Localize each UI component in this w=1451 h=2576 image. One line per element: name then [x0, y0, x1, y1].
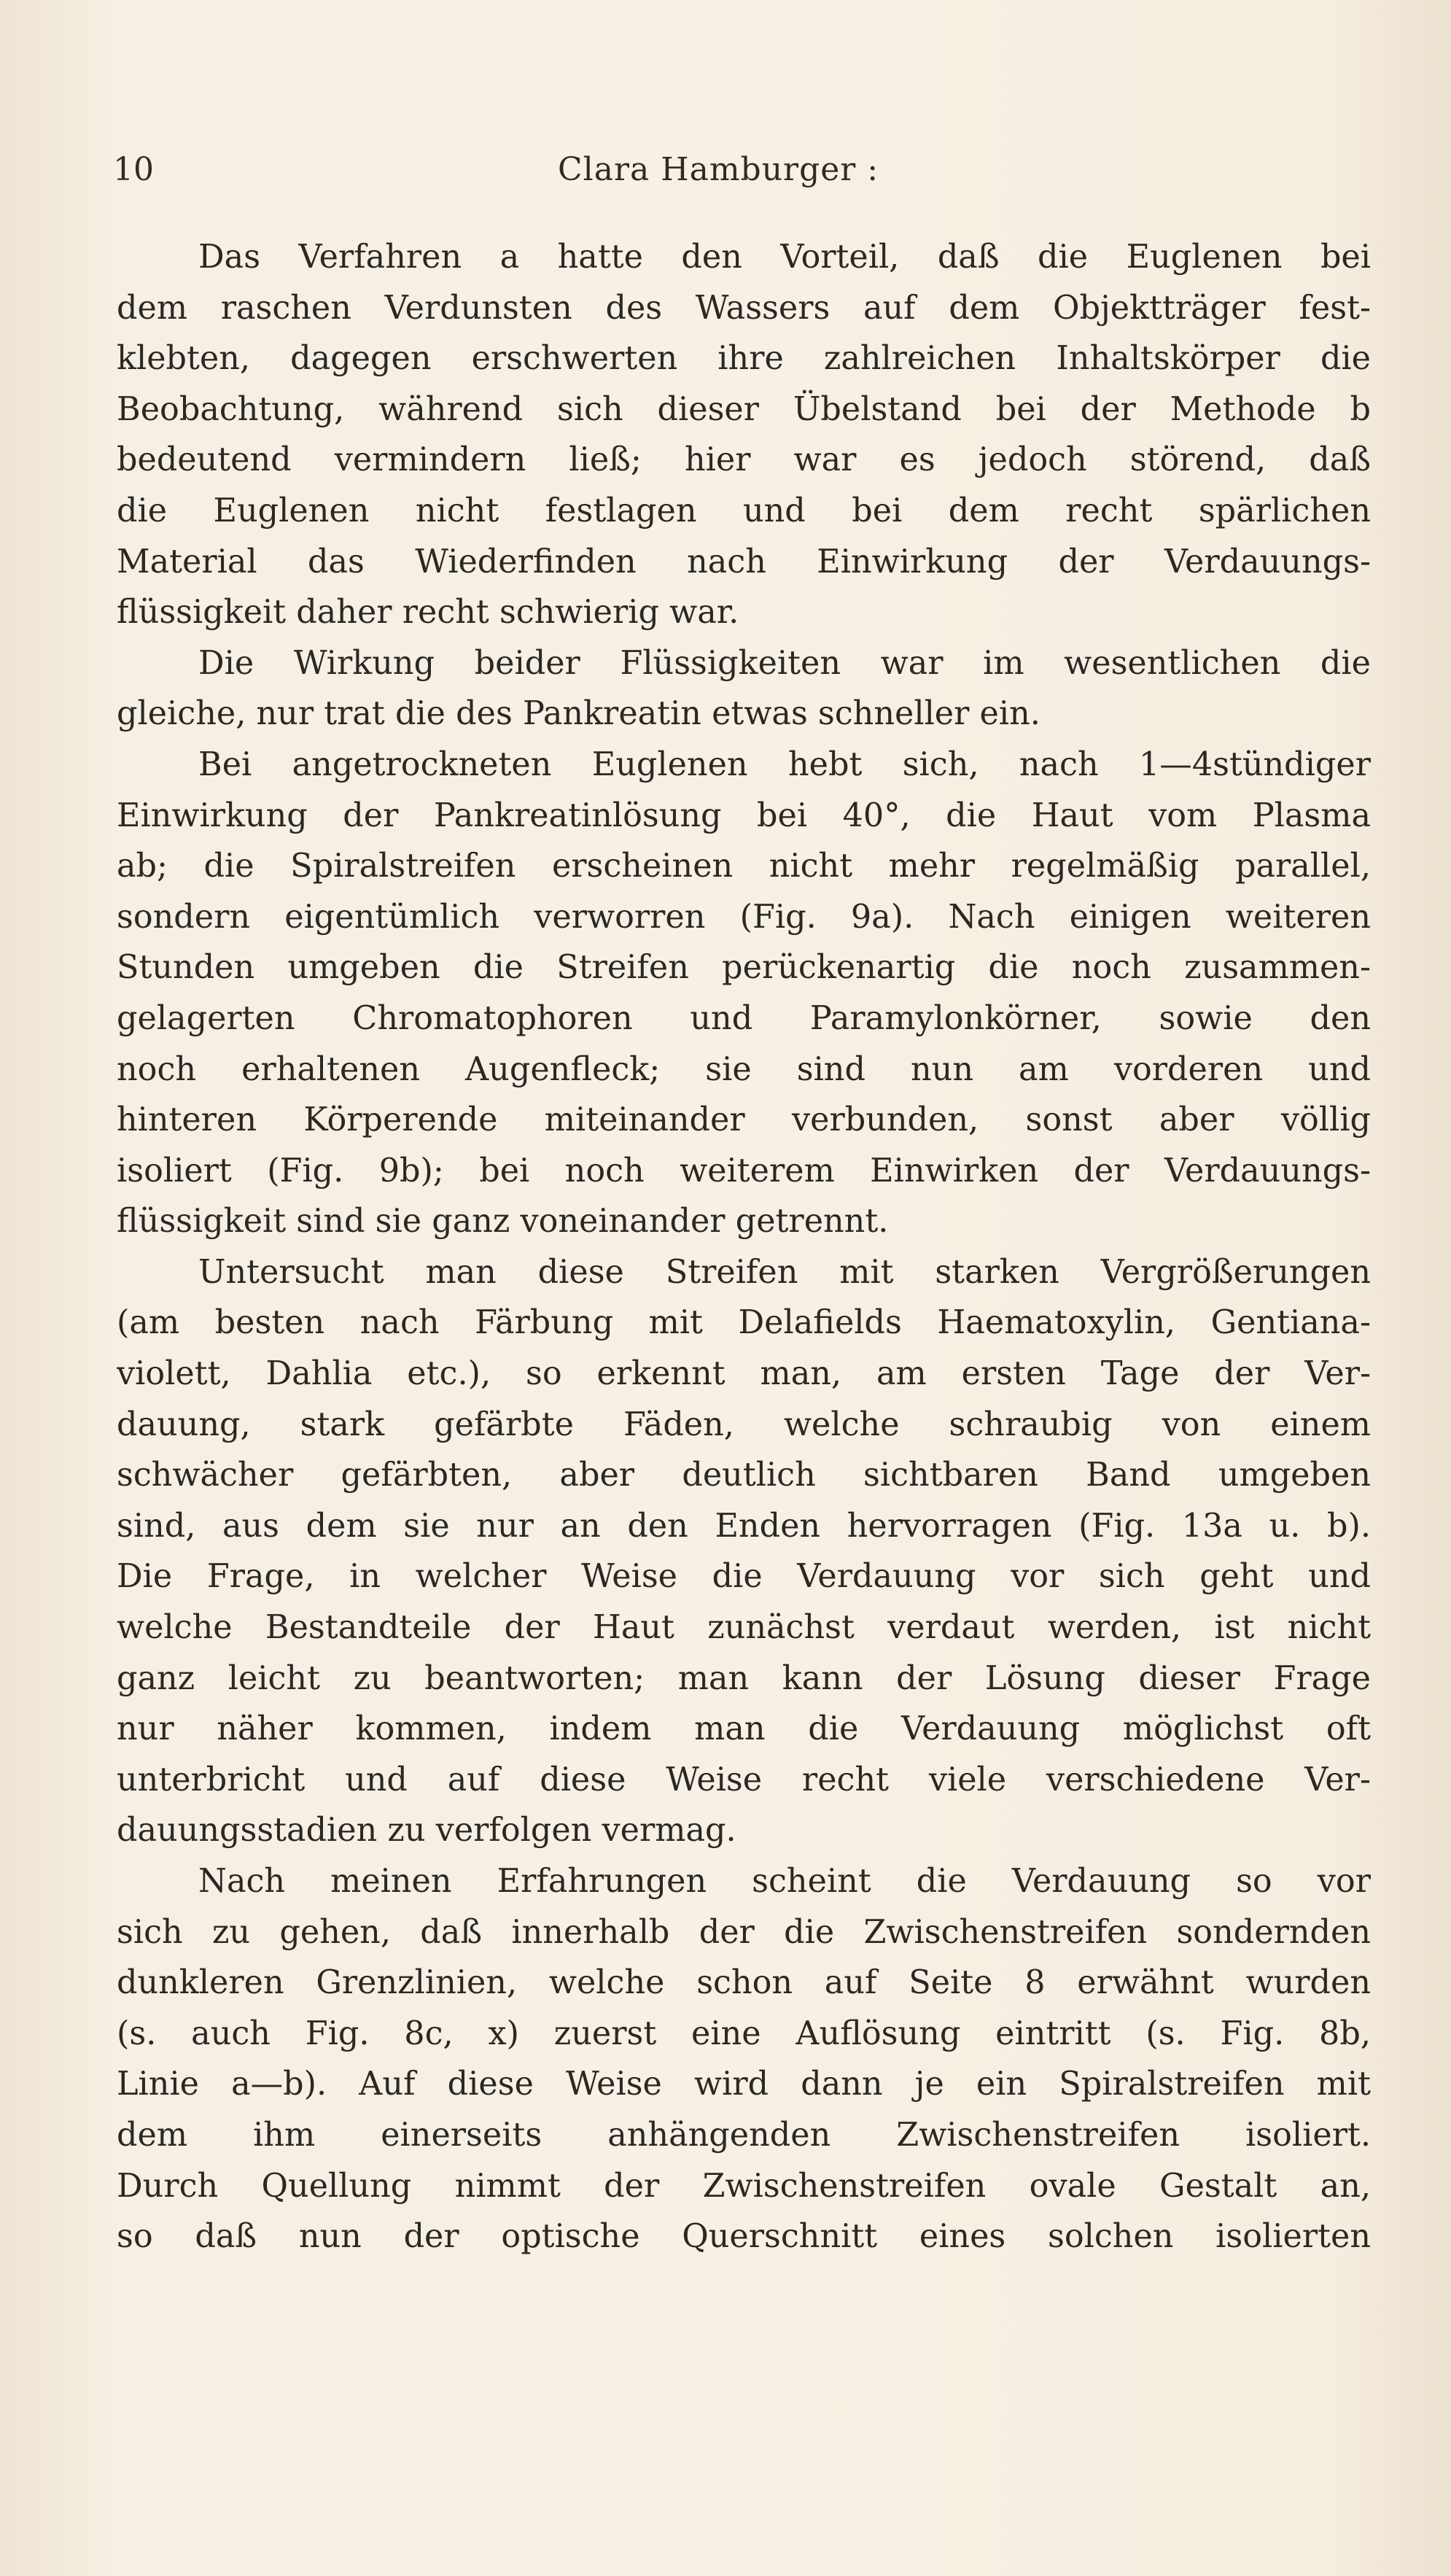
text-line: hinteren Körperende miteinander verbunden, sonst aber völlig — [117, 1101, 1371, 1139]
text-line: noch erhaltenen Augenfleck; sie sind nun am vorderen und — [117, 1050, 1371, 1088]
text-line: klebten, dagegen erschwerten ihre zahlreichen Inhaltskörper die — [117, 340, 1371, 378]
text-line: dem ihm einerseits anhängenden Zwischenstreifen isoliert. — [117, 2116, 1371, 2154]
text-line: Die Wirkung beider Flüssigkeiten war im wesentlichen die — [198, 644, 1371, 682]
text-line: Linie a—b). Auf diese Weise wird dann je ein Spiralstreifen mit — [117, 2065, 1371, 2103]
text-line: gleiche, nur trat die des Pankreatin etwas schneller ein. — [117, 695, 1040, 733]
text-line: ganz leicht zu beantworten; man kann der Lösung dieser Frage — [117, 1659, 1371, 1697]
text-line: Stunden umgeben die Streifen perückenartig die noch zusammen- — [117, 949, 1371, 987]
text-line: Nach meinen Erfahrungen scheint die Verdauung so vor — [198, 1863, 1371, 1900]
text-line: unterbricht und auf diese Weise recht viele verschiedene Ver- — [117, 1761, 1371, 1799]
text-line: sind, aus dem sie nur an den Enden hervorragen (Fig. 13a u. b). — [117, 1507, 1371, 1545]
text-line: so daß nun der optische Querschnitt eines solchen isolierten — [117, 2218, 1371, 2256]
text-line: Die Frage, in welcher Weise die Verdauung vor sich geht und — [117, 1558, 1371, 1596]
text-line: bedeutend vermindern ließ; hier war es jedoch störend, daß — [117, 441, 1371, 479]
text-line: sondern eigentümlich verworren (Fig. 9a). Nach einigen weiteren — [117, 898, 1371, 936]
text-line: Das Verfahren a hatte den Vorteil, daß die Euglenen bei — [198, 238, 1371, 276]
page-header — [113, 144, 1374, 195]
text-line: dauung, stark gefärbte Fäden, welche schraubig von einem — [117, 1405, 1371, 1443]
text-line: die Euglenen nicht festlagen und bei dem recht spärlichen — [117, 492, 1371, 529]
text-line: Beobachtung, während sich dieser Übelstand bei der Methode b — [117, 390, 1371, 428]
body-text — [117, 232, 1371, 2262]
text-line: isoliert (Fig. 9b); bei noch weiterem Einwirken der Verdauungs- — [117, 1152, 1371, 1190]
running-head: Clara Hamburger : — [558, 151, 879, 188]
text-line: (s. auch Fig. 8c, x) zuerst eine Auflösung eintritt (s. Fig. 8b, — [117, 2014, 1371, 2052]
text-line: dunkleren Grenzlinien, welche schon auf Seite 8 erwähnt wurden — [117, 1964, 1371, 2002]
text-line: ab; die Spiralstreifen erscheinen nicht mehr regelmäßig parallel, — [117, 847, 1371, 885]
text-line: Untersucht man diese Streifen mit starken Vergrößerungen — [198, 1253, 1371, 1291]
text-line: (am besten nach Färbung mit Delafields Haematoxylin, Gentiana- — [117, 1304, 1371, 1342]
text-line: flüssigkeit daher recht schwierig war. — [117, 594, 739, 632]
text-line: sich zu gehen, daß innerhalb der die Zwischenstreifen sondernden — [117, 1913, 1371, 1951]
text-line: Bei angetrockneten Euglenen hebt sich, nach 1—4stündiger — [198, 745, 1371, 783]
text-line: dem raschen Verdunsten des Wassers auf dem Objektträger fest- — [117, 289, 1371, 327]
text-line: Durch Quellung nimmt der Zwischenstreifen ovale Gestalt an, — [117, 2167, 1371, 2205]
text-line: nur näher kommen, indem man die Verdauung möglichst oft — [117, 1710, 1371, 1748]
page-number: 10 — [113, 151, 154, 188]
text-line: gelagerten Chromatophoren und Paramylonkörner, sowie den — [117, 999, 1371, 1037]
text-line: schwächer gefärbten, aber deutlich sichtbaren Band umgeben — [117, 1456, 1371, 1494]
text-line: Material das Wiederfinden nach Einwirkung der Verdauungs- — [117, 543, 1371, 581]
text-line: flüssigkeit sind sie ganz voneinander getrennt. — [117, 1203, 889, 1241]
text-line: dauungsstadien zu verfolgen vermag. — [117, 1812, 736, 1850]
text-line: Einwirkung der Pankreatinlösung bei 40°, die Haut vom Plasma — [117, 796, 1371, 834]
text-line: welche Bestandteile der Haut zunächst verdaut werden, ist nicht — [117, 1609, 1371, 1647]
text-line: violett, Dahlia etc.), so erkennt man, am ersten Tage der Ver- — [117, 1355, 1371, 1393]
